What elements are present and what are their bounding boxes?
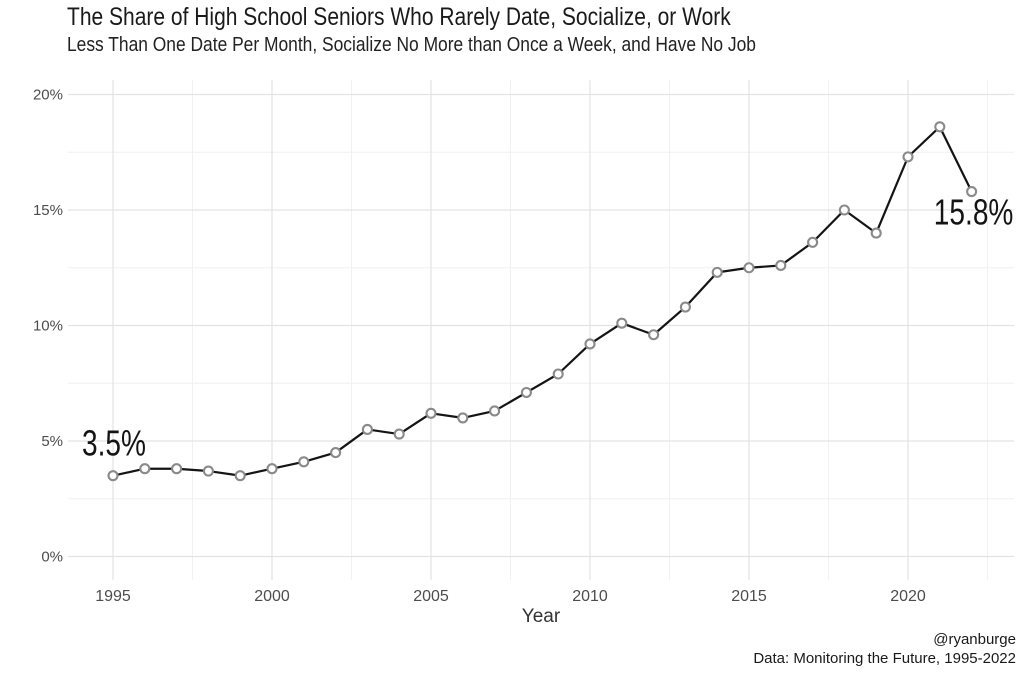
data-point-2018 [840,206,849,215]
x-axis-title: Year [521,606,561,627]
data-point-2004 [395,430,404,439]
chart-subtitle: Less Than One Date Per Month, Socialize No More than Once a Week, and Have No Job [67,34,756,56]
data-point-1997 [172,464,181,473]
x-tick-label: 2000 [254,588,290,605]
y-tick-label: 10% [32,317,63,335]
y-tick-label: 15% [32,202,63,219]
chart-caption [753,631,1016,668]
data-point-2003 [363,425,372,434]
author-handle: @ryanburge [933,631,1016,648]
data-point-2013 [681,303,690,312]
x-tick-label: 2010 [572,588,608,605]
data-point-2012 [649,330,658,339]
data-point-2006 [458,413,467,422]
data-point-2014 [713,268,722,277]
data-point-2009 [554,370,563,379]
data-source: Data: Monitoring the Future, 1995-2022 [753,649,1016,667]
data-point-1995 [109,471,118,480]
data-point-2015 [745,263,754,272]
y-tick-label: 20% [32,86,63,104]
data-point-2016 [776,261,785,270]
x-tick-label: 2015 [731,588,767,605]
data-point-1999 [236,471,245,480]
data-point-2001 [299,457,308,466]
data-point-2017 [808,238,817,247]
data-point-2020 [904,152,913,161]
data-point-2019 [872,229,881,238]
y-tick-label: 5% [41,433,63,450]
trend-line [113,127,972,476]
y-tick-label: 0% [41,548,63,566]
data-point-2011 [617,319,626,328]
chart-title: The Share of High School Seniors Who Rarely Date, Socialize, or Work [67,3,731,31]
data-point-2002 [331,448,340,457]
data-point-2021 [935,122,944,131]
data-point-2010 [586,339,595,348]
annotation-label: 3.5% [82,423,146,464]
x-tick-label: 1995 [95,588,131,605]
annotation-label: 15.8% [933,192,1014,233]
data-point-2008 [522,388,531,397]
data-point-2005 [427,409,436,418]
data-point-1998 [204,467,213,476]
data-point-1996 [140,464,149,473]
x-tick-label: 2005 [413,588,449,605]
data-point-2007 [490,406,499,415]
x-tick-label: 2020 [890,588,926,605]
data-point-2000 [268,464,277,473]
